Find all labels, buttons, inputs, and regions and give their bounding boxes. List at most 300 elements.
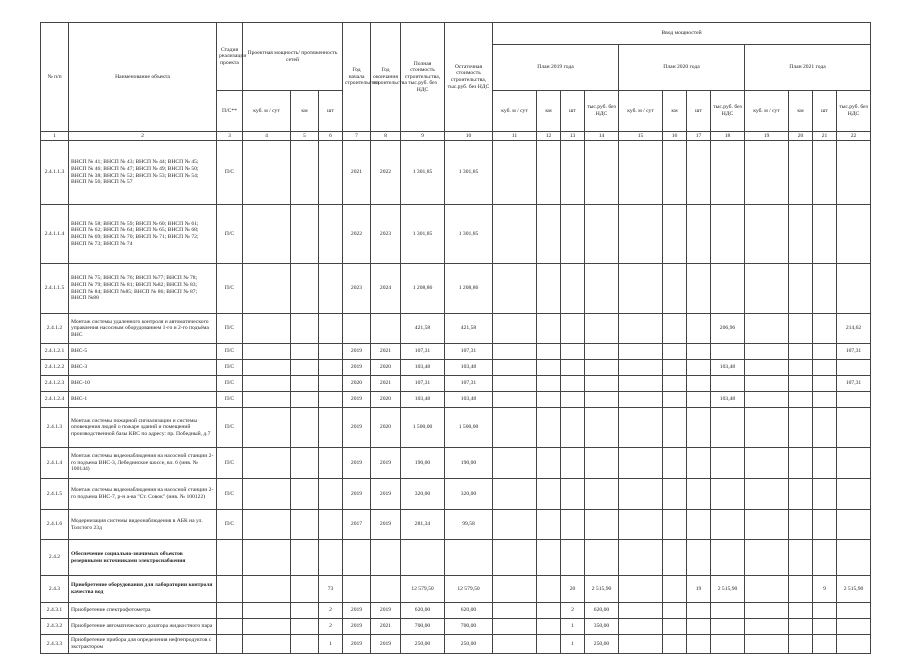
row-start-year: [343, 314, 371, 344]
row-capacity-volume: [243, 392, 291, 408]
row-remaining-cost: 250,00: [445, 635, 493, 654]
row-2020-rub: 103,48: [711, 392, 745, 408]
row-2020-km: [663, 205, 687, 264]
row-2019-rub: 2 515,90: [585, 576, 619, 603]
row-stage: [217, 576, 243, 603]
row-2019-volume: [493, 448, 537, 479]
row-2019-volume: [493, 576, 537, 603]
row-2019-pcs: [561, 408, 585, 448]
column-number: 7: [343, 132, 371, 141]
row-stage: П/С: [217, 264, 243, 314]
row-2019-volume: [493, 392, 537, 408]
row-2019-volume: [493, 141, 537, 205]
row-capacity-km: [291, 576, 319, 603]
row-2021-rub: [837, 603, 871, 619]
row-2020-pcs: [687, 141, 711, 205]
row-2021-pcs: [813, 392, 837, 408]
row-2020-km: [663, 448, 687, 479]
row-capacity-pcs: [319, 392, 343, 408]
row-2021-volume: [745, 360, 789, 376]
row-full-cost: 1 208,86: [401, 264, 445, 314]
row-full-cost: 107,31: [401, 376, 445, 392]
row-name: ВНС-5: [69, 344, 217, 360]
col-full-cost-header: Полная стоимость строительства, тыс.руб. без НДС: [401, 23, 445, 132]
row-2019-km: [537, 360, 561, 376]
row-2019-pcs: [561, 264, 585, 314]
row-name: ВНС-1: [69, 392, 217, 408]
row-2021-pcs: [813, 619, 837, 635]
row-2019-volume: [493, 344, 537, 360]
row-2021-rub: [837, 392, 871, 408]
row-2021-pcs: [813, 408, 837, 448]
row-2019-km: [537, 635, 561, 654]
row-2019-rub: [585, 360, 619, 376]
row-2020-volume: [619, 314, 663, 344]
row-remaining-cost: 1 301,85: [445, 205, 493, 264]
row-2020-pcs: [687, 479, 711, 510]
row-2020-volume: [619, 408, 663, 448]
row-end-year: 2019: [371, 510, 401, 540]
row-2019-pcs: [561, 314, 585, 344]
row-2020-rub: 103,48: [711, 360, 745, 376]
column-number: 17: [687, 132, 711, 141]
row-2020-pcs: [687, 448, 711, 479]
row-2019-rub: [585, 408, 619, 448]
row-2019-volume: [493, 205, 537, 264]
unit-km: км: [537, 91, 561, 132]
row-2021-km: [789, 540, 813, 576]
row-name: Приобретение автоматического дозатора жидкостного пара: [69, 619, 217, 635]
row-2019-pcs: [561, 540, 585, 576]
row-2021-km: [789, 141, 813, 205]
plan-2020-header: План 2020 года: [619, 45, 745, 91]
row-end-year: [371, 314, 401, 344]
row-2019-rub: [585, 344, 619, 360]
row-start-year: 2022: [343, 205, 371, 264]
row-2019-rub: [585, 205, 619, 264]
row-capacity-pcs: 73: [319, 576, 343, 603]
row-2021-volume: [745, 635, 789, 654]
row-stage: П/С: [217, 141, 243, 205]
row-start-year: 2019: [343, 360, 371, 376]
column-number: 18: [711, 132, 745, 141]
row-capacity-pcs: [319, 344, 343, 360]
column-number: 13: [561, 132, 585, 141]
row-2019-km: [537, 314, 561, 344]
row-2020-pcs: [687, 603, 711, 619]
row-capacity-km: [291, 540, 319, 576]
row-stage: П/С: [217, 344, 243, 360]
row-stage: П/С: [217, 205, 243, 264]
row-remaining-cost: 107,31: [445, 376, 493, 392]
row-2020-volume: [619, 540, 663, 576]
col-capacity-header: Проектная мощность/ протяженность сетей: [243, 23, 343, 91]
unit-volume: куб. м / сут: [745, 91, 789, 132]
row-start-year: 2023: [343, 264, 371, 314]
row-2019-km: [537, 448, 561, 479]
row-end-year: 2021: [371, 344, 401, 360]
row-name: Монтаж системы удаленного контроля и автоматического управления насосным оборудованием 1-го и 2-го подъёма ВНС: [69, 314, 217, 344]
table-body: [41, 141, 871, 654]
column-number: 2: [69, 132, 217, 141]
row-2020-km: [663, 344, 687, 360]
row-name: ВНСП № 75; ВНСП № 76; ВНСП №77; ВНСП № 78; ВНСП № 79; ВНСП № 81; ВНСП №82; ВНСП № 83; ВНСП № 84; ВНСП №85; ВНСП № 86; ВНСП № 87; ВНСП №88: [69, 264, 217, 314]
row-capacity-volume: [243, 264, 291, 314]
row-2019-km: [537, 344, 561, 360]
row-2020-volume: [619, 344, 663, 360]
row-2020-km: [663, 408, 687, 448]
row-2020-rub: [711, 408, 745, 448]
table-row: [41, 619, 871, 635]
row-2020-rub: [711, 510, 745, 540]
row-end-year: 2019: [371, 479, 401, 510]
row-2021-km: [789, 448, 813, 479]
row-2020-km: [663, 314, 687, 344]
col-start-year-header: Год начала строительства: [343, 23, 371, 132]
unit-pcs: шт: [561, 91, 585, 132]
row-full-cost: 1 301,85: [401, 205, 445, 264]
row-2019-km: [537, 576, 561, 603]
row-full-cost: 700,00: [401, 619, 445, 635]
row-2020-rub: [711, 619, 745, 635]
row-remaining-cost: 107,31: [445, 344, 493, 360]
row-full-cost: 1 301,85: [401, 141, 445, 205]
table-row: [41, 344, 871, 360]
row-start-year: 2019: [343, 408, 371, 448]
row-2019-km: [537, 392, 561, 408]
row-capacity-volume: [243, 510, 291, 540]
row-2020-rub: [711, 635, 745, 654]
row-2021-pcs: 9: [813, 576, 837, 603]
row-stage: П/С: [217, 376, 243, 392]
row-2020-pcs: [687, 540, 711, 576]
row-name: Монтаж системы видеонаблюдения на насосной станции 2-го подъема ВНС-3, Лебединское шоссе, вл. 6 (инв. № 100144): [69, 448, 217, 479]
row-capacity-pcs: 2: [319, 619, 343, 635]
row-remaining-cost: 421,58: [445, 314, 493, 344]
row-2019-rub: [585, 448, 619, 479]
column-number: 9: [401, 132, 445, 141]
row-name: Обеспечение социально-значимых объектов резервными источниками электроснабжения: [69, 540, 217, 576]
row-capacity-pcs: [319, 376, 343, 392]
row-start-year: 2021: [343, 141, 371, 205]
row-capacity-km: [291, 314, 319, 344]
investment-program-sheet: [40, 22, 868, 654]
table-row: [41, 448, 871, 479]
row-start-year: 2019: [343, 344, 371, 360]
column-number-row: [41, 132, 871, 141]
row-2019-pcs: 2: [561, 603, 585, 619]
row-name: Монтаж системы видеонаблюдения на насосной станции 2-го подъема ВНС-7, р-н а-ва "Ст. Совок" (инв. № 100122): [69, 479, 217, 510]
row-2021-rub: [837, 619, 871, 635]
row-2019-km: [537, 264, 561, 314]
table-row: [41, 540, 871, 576]
column-number: 4: [243, 132, 291, 141]
row-number: 2.4.3: [41, 576, 69, 603]
row-stage: П/С: [217, 360, 243, 376]
row-2019-pcs: [561, 376, 585, 392]
row-name: ВНС-10: [69, 376, 217, 392]
row-2021-pcs: [813, 448, 837, 479]
row-2021-pcs: [813, 603, 837, 619]
table-row: [41, 576, 871, 603]
row-2020-volume: [619, 619, 663, 635]
row-2021-km: [789, 344, 813, 360]
column-number: 1: [41, 132, 69, 141]
row-2021-volume: [745, 510, 789, 540]
column-number: 11: [493, 132, 537, 141]
row-name: ВНСП № 41; ВНСП № 43; ВНСП № 44; ВНСП № 45; ВНСП № 46; ВНСП № 47; ВНСП № 49; ВНСП № 50; ВНСП № 38; ВНСП № 52; ВНСП № 53; ВНСП № 54; ВНСП № 56; ВНСП № 57: [69, 141, 217, 205]
row-capacity-volume: [243, 344, 291, 360]
row-name: Приобретение прибора для определения нефтепродуктов с экстрактором: [69, 635, 217, 654]
column-number: 12: [537, 132, 561, 141]
row-2019-pcs: [561, 479, 585, 510]
row-capacity-pcs: [319, 141, 343, 205]
row-2019-km: [537, 619, 561, 635]
row-2019-rub: [585, 540, 619, 576]
row-2020-pcs: 19: [687, 576, 711, 603]
row-full-cost: 190,00: [401, 448, 445, 479]
row-end-year: 2023: [371, 205, 401, 264]
row-capacity-km: [291, 408, 319, 448]
row-2020-volume: [619, 576, 663, 603]
row-2020-km: [663, 479, 687, 510]
row-2021-pcs: [813, 264, 837, 314]
row-2021-pcs: [813, 635, 837, 654]
row-2021-km: [789, 635, 813, 654]
row-end-year: 2021: [371, 376, 401, 392]
table-row: [41, 360, 871, 376]
row-capacity-pcs: [319, 540, 343, 576]
row-2021-rub: [837, 479, 871, 510]
row-2021-volume: [745, 376, 789, 392]
row-2021-rub: 214,62: [837, 314, 871, 344]
row-capacity-km: [291, 376, 319, 392]
row-start-year: 2019: [343, 619, 371, 635]
table-row: [41, 376, 871, 392]
table-row: [41, 392, 871, 408]
row-2019-volume: [493, 408, 537, 448]
row-2021-rub: 107,31: [837, 344, 871, 360]
row-capacity-pcs: [319, 264, 343, 314]
row-capacity-volume: [243, 141, 291, 205]
row-2019-km: [537, 408, 561, 448]
row-2021-volume: [745, 408, 789, 448]
row-2020-rub: [711, 141, 745, 205]
row-remaining-cost: 1 208,86: [445, 264, 493, 314]
row-2021-km: [789, 392, 813, 408]
row-remaining-cost: 103,48: [445, 392, 493, 408]
row-2021-km: [789, 360, 813, 376]
row-capacity-km: [291, 141, 319, 205]
row-2021-rub: [837, 360, 871, 376]
row-end-year: 2021: [371, 619, 401, 635]
row-full-cost: 107,31: [401, 344, 445, 360]
row-stage: П/С: [217, 408, 243, 448]
row-end-year: 2019: [371, 448, 401, 479]
row-number: 2.4.1.1.5: [41, 264, 69, 314]
row-2020-volume: [619, 392, 663, 408]
row-start-year: 2017: [343, 510, 371, 540]
row-full-cost: 103,48: [401, 360, 445, 376]
row-full-cost: 12 579,50: [401, 576, 445, 603]
row-end-year: 2022: [371, 141, 401, 205]
column-number: 21: [813, 132, 837, 141]
row-full-cost: 421,58: [401, 314, 445, 344]
row-2020-pcs: [687, 264, 711, 314]
row-2021-rub: 107,31: [837, 376, 871, 392]
row-capacity-km: [291, 344, 319, 360]
row-2019-rub: [585, 314, 619, 344]
row-capacity-km: [291, 264, 319, 314]
row-capacity-pcs: [319, 205, 343, 264]
row-2021-volume: [745, 448, 789, 479]
row-stage: П/С: [217, 392, 243, 408]
row-2019-pcs: [561, 448, 585, 479]
column-number: 5: [291, 132, 319, 141]
row-2019-rub: [585, 510, 619, 540]
commissioning-header: Ввод мощностей: [493, 23, 871, 45]
row-capacity-volume: [243, 619, 291, 635]
table-row: [41, 264, 871, 314]
row-remaining-cost: 12 579,50: [445, 576, 493, 603]
column-number: 14: [585, 132, 619, 141]
row-2019-rub: 250,00: [585, 635, 619, 654]
row-stage: П/С: [217, 314, 243, 344]
row-2019-rub: [585, 264, 619, 314]
col-end-year-header: Год окончания строительства: [371, 23, 401, 132]
unit-pcs: шт: [687, 91, 711, 132]
row-start-year: 2019: [343, 603, 371, 619]
row-capacity-volume: [243, 314, 291, 344]
row-capacity-pcs: [319, 314, 343, 344]
row-2021-volume: [745, 264, 789, 314]
row-2020-rub: [711, 540, 745, 576]
row-2019-rub: [585, 479, 619, 510]
row-end-year: 2020: [371, 360, 401, 376]
row-stage: [217, 540, 243, 576]
row-number: 2.4.1.4: [41, 448, 69, 479]
row-full-cost: 281,34: [401, 510, 445, 540]
row-2021-pcs: [813, 360, 837, 376]
row-number: 2.4.3.1: [41, 603, 69, 619]
row-2021-volume: [745, 392, 789, 408]
row-stage: П/С: [217, 448, 243, 479]
column-number: 16: [663, 132, 687, 141]
row-2020-volume: [619, 264, 663, 314]
row-capacity-km: [291, 448, 319, 479]
row-number: 2.4.2: [41, 540, 69, 576]
unit-volume: куб. м / сут: [243, 91, 291, 132]
row-2019-km: [537, 376, 561, 392]
row-full-cost: 320,00: [401, 479, 445, 510]
row-2019-km: [537, 205, 561, 264]
row-2020-volume: [619, 510, 663, 540]
row-2020-pcs: [687, 314, 711, 344]
row-2020-km: [663, 619, 687, 635]
row-2020-pcs: [687, 392, 711, 408]
row-2019-pcs: [561, 344, 585, 360]
row-number: 2.4.3.3: [41, 635, 69, 654]
row-2019-km: [537, 141, 561, 205]
row-number: 2.4.1.2.1: [41, 344, 69, 360]
unit-rub: тыс.руб. без НДС: [711, 91, 745, 132]
row-capacity-pcs: [319, 408, 343, 448]
unit-km: км: [291, 91, 319, 132]
row-2021-km: [789, 619, 813, 635]
row-2019-volume: [493, 510, 537, 540]
unit-volume: куб. м / сут: [619, 91, 663, 132]
row-2020-pcs: [687, 360, 711, 376]
row-capacity-km: [291, 392, 319, 408]
row-stage: П/С: [217, 510, 243, 540]
row-2021-km: [789, 479, 813, 510]
col-remaining-cost-header: Остаточная стоимость строительства, тыс.руб. без НДС: [445, 23, 493, 132]
row-2019-volume: [493, 376, 537, 392]
row-capacity-km: [291, 619, 319, 635]
row-2021-pcs: [813, 510, 837, 540]
row-number: 2.4.1.5: [41, 479, 69, 510]
row-number: 2.4.3.2: [41, 619, 69, 635]
row-2019-pcs: [561, 141, 585, 205]
investment-table: [40, 22, 871, 654]
row-2020-km: [663, 510, 687, 540]
row-name: Приобретение оборудования для лаборатории контроля качества вод: [69, 576, 217, 603]
column-number: 8: [371, 132, 401, 141]
table-row: [41, 635, 871, 654]
table-row: [41, 314, 871, 344]
row-full-cost: 1 500,00: [401, 408, 445, 448]
row-2019-rub: [585, 376, 619, 392]
row-2019-pcs: [561, 510, 585, 540]
row-start-year: 2019: [343, 448, 371, 479]
row-end-year: [371, 540, 401, 576]
row-remaining-cost: 103,48: [445, 360, 493, 376]
column-number: 22: [837, 132, 871, 141]
row-capacity-volume: [243, 479, 291, 510]
row-2020-rub: [711, 205, 745, 264]
row-2020-pcs: [687, 408, 711, 448]
row-2021-km: [789, 510, 813, 540]
row-2021-km: [789, 408, 813, 448]
row-2020-rub: 206,96: [711, 314, 745, 344]
row-2021-km: [789, 376, 813, 392]
row-2020-rub: [711, 264, 745, 314]
row-number: 2.4.1.2.3: [41, 376, 69, 392]
row-capacity-pcs: [319, 360, 343, 376]
row-start-year: 2019: [343, 479, 371, 510]
row-stage: [217, 619, 243, 635]
row-2019-volume: [493, 619, 537, 635]
row-2020-volume: [619, 141, 663, 205]
column-number: 19: [745, 132, 789, 141]
unit-rub: тыс.руб. без НДС: [837, 91, 871, 132]
row-2020-volume: [619, 479, 663, 510]
row-2021-rub: [837, 635, 871, 654]
row-remaining-cost: 700,00: [445, 619, 493, 635]
row-2020-rub: [711, 448, 745, 479]
row-2019-volume: [493, 635, 537, 654]
row-2021-rub: [837, 540, 871, 576]
row-full-cost: 103,48: [401, 392, 445, 408]
row-2020-rub: [711, 344, 745, 360]
row-stage: П/С: [217, 479, 243, 510]
row-capacity-km: [291, 510, 319, 540]
row-capacity-volume: [243, 360, 291, 376]
row-2021-rub: [837, 448, 871, 479]
row-2021-pcs: [813, 479, 837, 510]
row-2021-pcs: [813, 141, 837, 205]
row-number: 2.4.1.3: [41, 408, 69, 448]
